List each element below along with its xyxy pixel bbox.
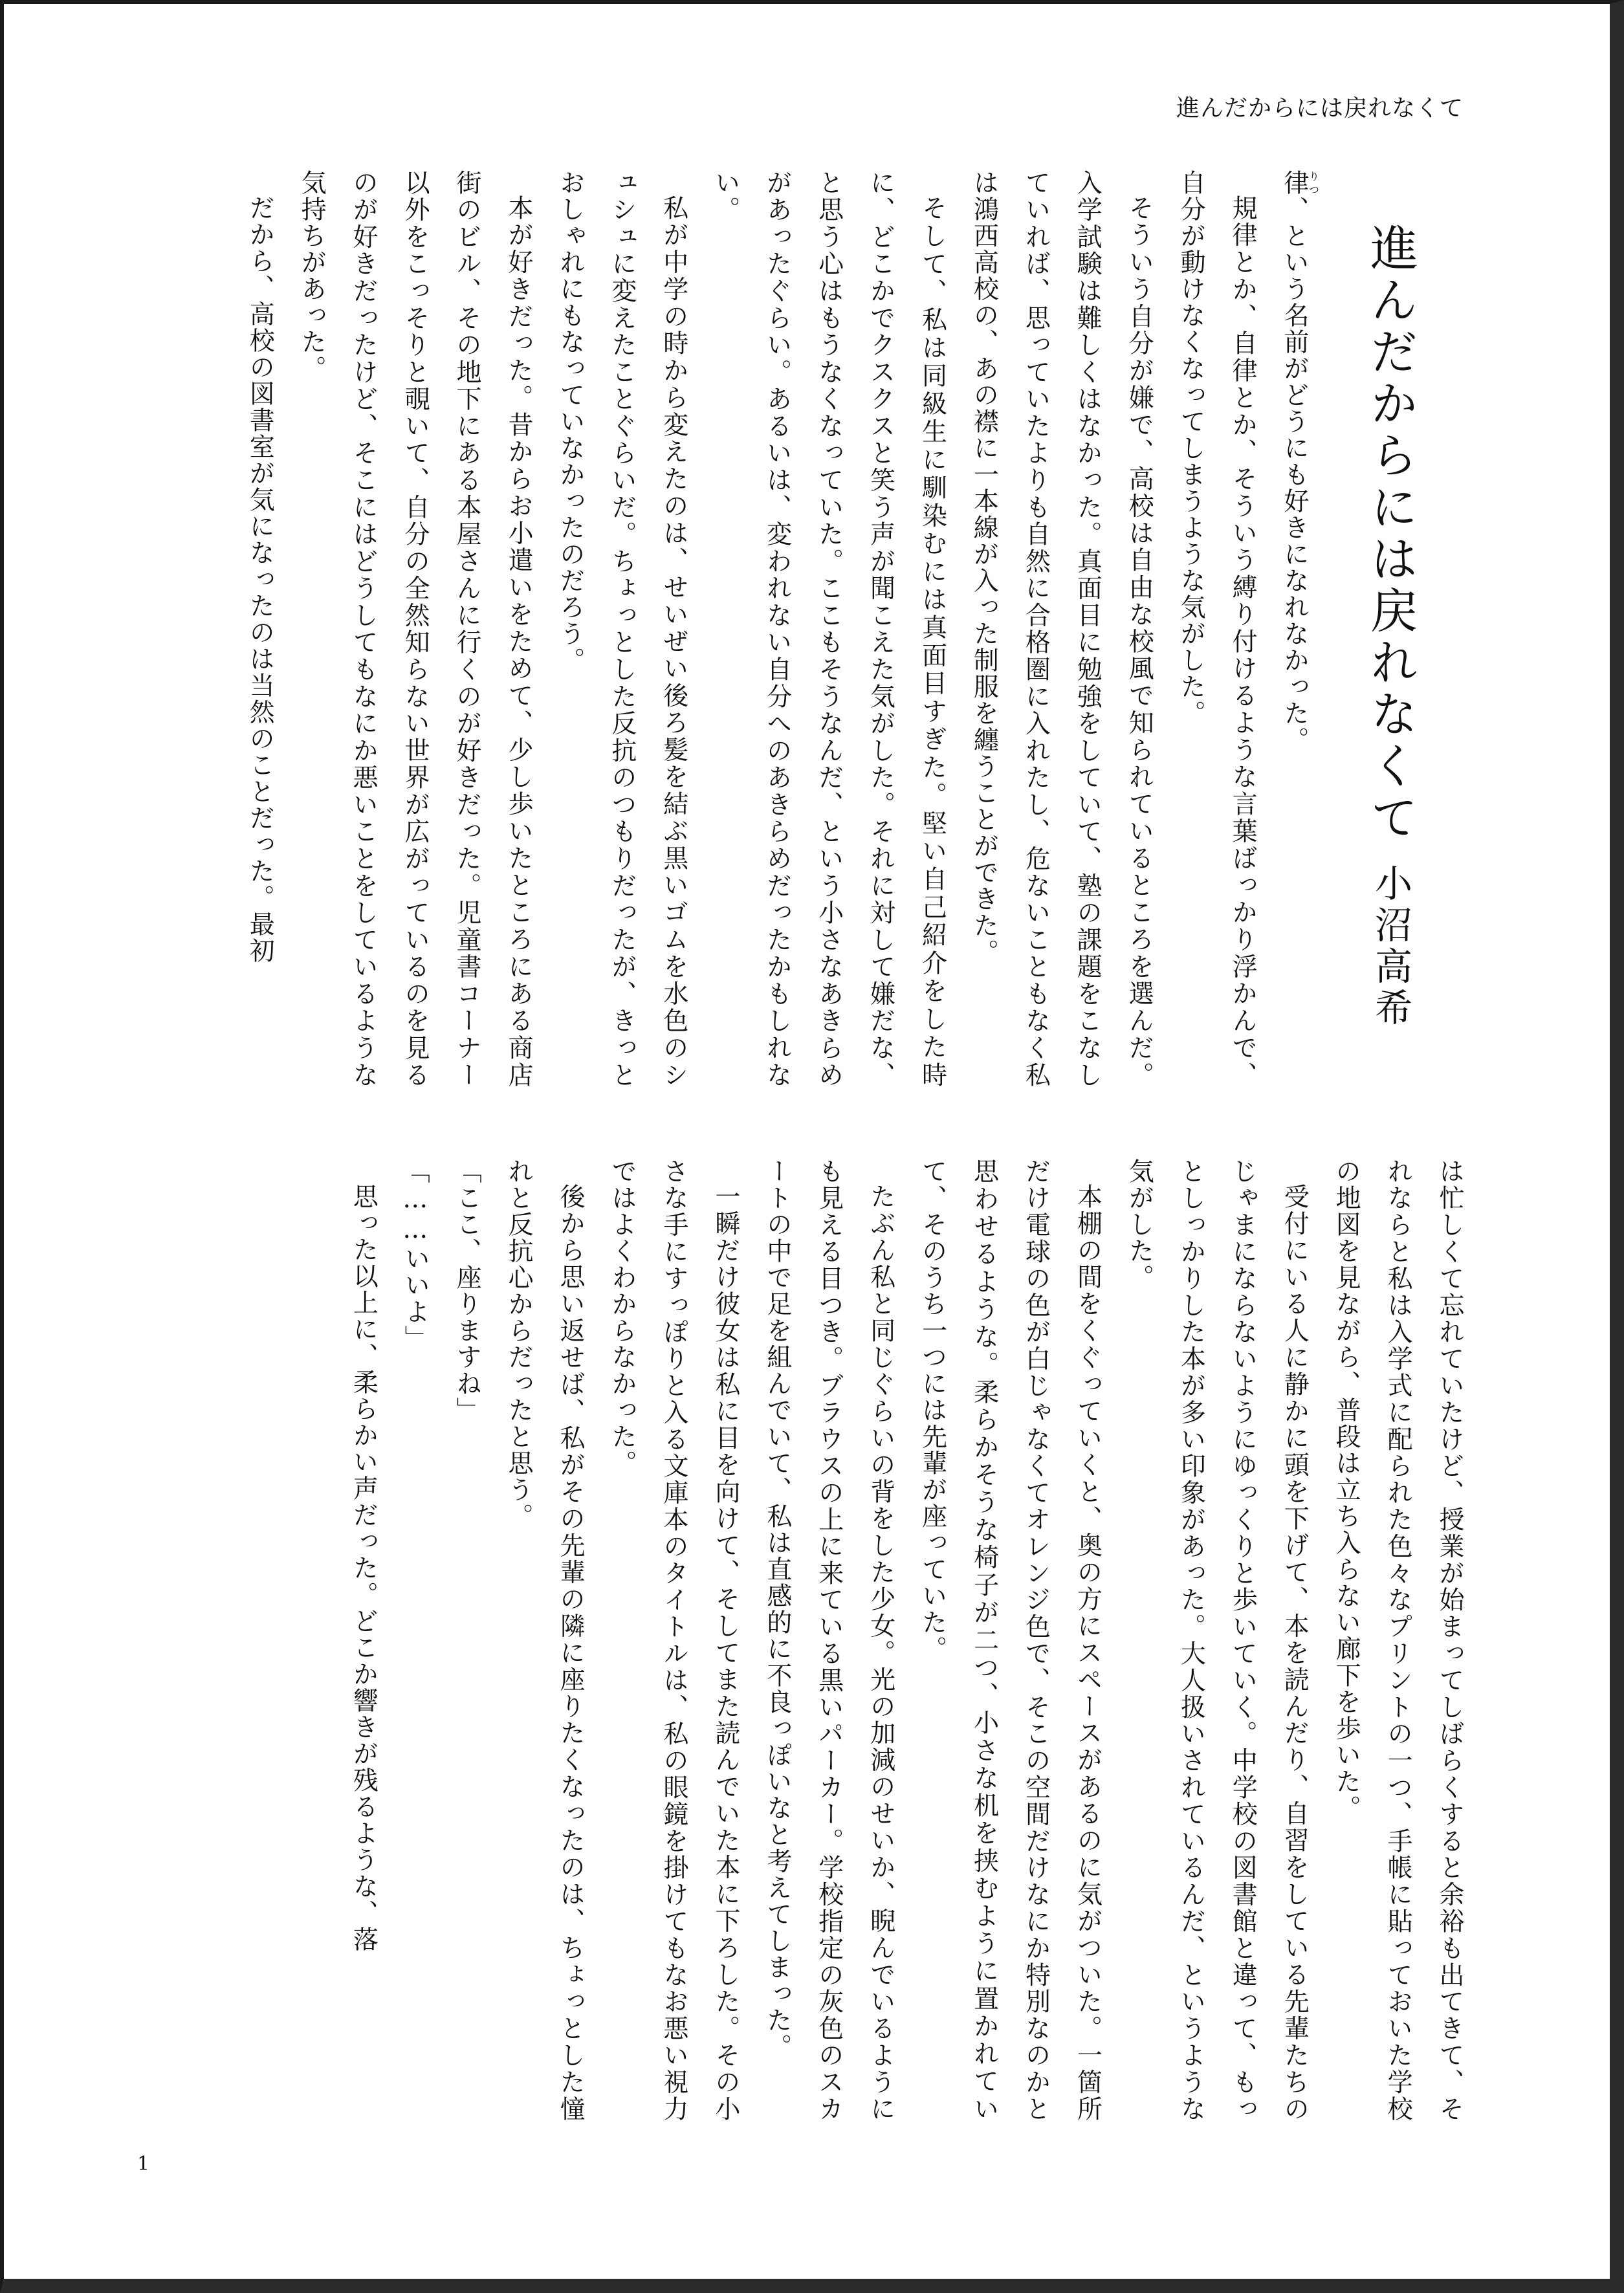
author-name: 小沼高希: [1368, 864, 1412, 1029]
paragraph: そういう自分が嫌で、高校は自由な校風で知られているところを選んだ。入学試験は難しくはなかった。真面目に勉強をしていて、塾の課題をこなしていれば、思っていたよりも自然に合格圏に入れたし、危ないこともなく私は鴻西高校の、あの襟に一本線が入った制服を纏うことができた。: [969, 170, 1154, 1088]
paragraph: は忙しくて忘れていたけど、授業が始まってしばらくすると余裕も出てきて、それならと私は入学式に配られた色々なプリントの一つ、手帳に貼っておいた学校の地図を見ながら、普段は立ち入らない廊下を歩いた。: [1332, 1158, 1464, 2123]
ruby-text: りつ: [1307, 170, 1319, 196]
paragraph: 私が中学の時から変えたのは、せいぜい後ろ髪を結ぶ黒いゴムを水色のシュシュに変えたことぐらいだ。ちょっとした反抗のつもりだったが、きっとおしゃれにもなっていなかったのだろう。: [555, 170, 688, 1088]
paragraph: 後から思い返せば、私がその先輩の隣に座りたくなったのは、ちょっとした憧れと反抗心からだったと思う。: [504, 1158, 586, 2122]
page-title: 進んだからには戻れなくて: [1363, 223, 1418, 844]
paragraph: 律りつ、という名前がどうにも好きになれなかった。: [1280, 170, 1319, 753]
ruby-annotation: 律りつ: [1280, 170, 1319, 196]
page-number: 1: [137, 2153, 150, 2175]
paragraph: 思った以上に、柔らかい声だった。どこか響きが残るような、落: [349, 1183, 379, 1953]
paragraph: 規律とか、自律とか、そういう縛り付けるような言葉ばっかり浮かんで、自分が動けなくなってしまうような気がした。: [1176, 170, 1258, 1088]
body-text-upper-block: [220, 170, 1320, 1088]
running-header: 進んだからには戻れなくて: [1176, 95, 1464, 122]
paragraph: だから、高校の図書室が気になったのは当然のことだった。最初: [245, 195, 275, 964]
paragraph: そして、私は同級生に馴染むには真面目すぎた。堅い自己紹介をした時に、どこかでクスクスと笑う声が聞こえた気がした。それに対して嫌だな、と思う心はもうなくなっていた。ここもそうなんだ、という小さなあきらめがあったぐらい。あるいは、変われない自分へのあきらめだったかもしれない。: [710, 170, 947, 1088]
paragraph: 本棚の間をくぐっていくと、奥の方にスペースがあるのに気がついた。一箇所だけ電球の色が白じゃなくてオレンジ色で、そこの空間だけなにか特別なのかと思わせるような。柔らかそうな椅子が二つ、小さな机を挟むように置かれていて、そのうち一つには先輩が座っていた。: [917, 1158, 1103, 2123]
paragraph: たぶん私と同じぐらいの背をした少女。光の加減のせいか、睨んでいるようにも見える目つき。ブラウスの上に来ている黒いパーカー。学校指定の灰色のスカートの中で足を組んでいて、私は直感的に不良っぽいなと考えてしまった。: [762, 1158, 895, 2123]
paragraph: 「……いいよ」: [401, 1158, 430, 1352]
paragraph: 受付にいる人に静かに頭を下げて、本を読んだり、自習をしている先輩たちのじゃまにならないようにゆっくりと歩いていく。中学校の図書館と違って、もっとしっかりした本が多い印象があった。大人扱いされているんだ、というような気がした。: [1125, 1158, 1310, 2123]
paragraph: 本が好きだった。昔からお小遣いをためて、少し歩いたところにある商店街のビル、その地下にある本屋さんに行くのが好きだった。児童書コーナー以外をこっそりと覗いて、自分の全然知らない世界が広がっているのを見るのが好きだったけど、そこにはどうしてもなにか悪いことをしているような気持ちがあった。: [297, 170, 533, 1089]
paragraph: 「ここ、座りますね」: [452, 1158, 482, 1423]
paragraph: 一瞬だけ彼女は私に目を向けて、そしてまた読んでいた本に下ろした。その小さな手にすっぽりと入る文庫本のタイトルは、私の眼鏡を掛けてもなお悪い視力ではよくわからなかった。: [608, 1158, 740, 2123]
body-text-lower-block: [220, 1158, 1475, 2122]
